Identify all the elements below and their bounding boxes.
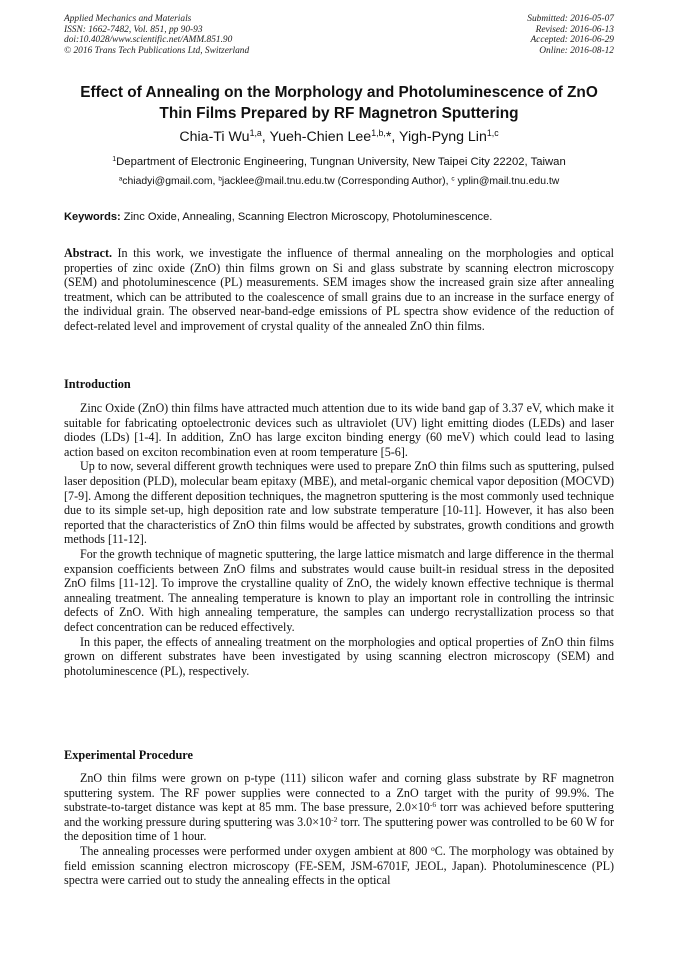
introduction-body [64, 401, 614, 678]
title-line-1: Effect of Annealing on the Morphology and Photoluminescence of ZnO [80, 84, 598, 101]
email-a[interactable]: chiadyi@gmail.com, [122, 176, 219, 187]
affiliation [40, 155, 638, 169]
dates-header [527, 14, 614, 56]
accepted-date: Accepted: 2016-06-29 [530, 35, 614, 46]
keywords [64, 210, 624, 224]
paragraph: In this paper, the effects of annealing treatment on the morphologies and optical properties of ZnO thin films grown on different substrates have been investigated by using scanning electron microscopy (SEM) and photoluminescence (PL), respectively. [64, 634, 614, 678]
exponent: -2 [331, 814, 338, 824]
paragraph [64, 844, 614, 888]
journal-issn: ISSN: 1662-7482, Vol. 851, pp 90-93 [64, 24, 203, 35]
author-emails [30, 175, 648, 189]
author-name: Yueh-Chien Lee [269, 129, 372, 145]
paragraph: For the growth technique of magnetic sputtering, the large lattice mismatch and large difference in the thermal expansion coefficients between ZnO films and substrates would cause built-in residual stress in the deposited ZnO films [11-12]. To improve the crystalline quality of ZnO, the widely known effective technique is thermal annealing treatment. The annealing temperature is known to play an important role in controlling the intrinsic defects of ZnO. With high annealing temperature, the samples can undergo recrystallization process so that defect concentration can be reduced effectively. [64, 546, 614, 634]
paragraph: Up to now, several different growth techniques were used to prepare ZnO thin films such as sputtering, pulsed laser deposition (PLD), molecular beam epitaxy (MBE), and metal-organic chemical vapor deposition (MOCVD) [7-9]. Among the different deposition techniques, the magnetron sputtering is the most commonly used technique due to its simple set-up, high deposition rate and low substrate temperature [10-11]. However, it has also been reported that the characteristics of ZnO thin films would be affected by substrates, growth conditions and growth methods [11-12]. [64, 459, 614, 547]
paragraph: Zinc Oxide (ZnO) thin films have attracted much attention due to its wide band gap of 3.37 eV, which make it suitable for fabricating optoelectronic devices such as ultraviolet (UV) light emitting diodes (LEDs) and laser diodes (LDs) [1-4]. In addition, ZnO has large exciton binding energy (60 meV) which could lead to lasing action based on exciton recombination even at room temperature [5-6]. [64, 401, 614, 459]
author-list [40, 128, 638, 146]
text-run: ZnO thin films were grown on p-type (111) silicon wafer and corning glass substrate by RF magnetron sputtering system. The RF power supplies were connected to a ZnO target with the purity of 99.9%. The substrate-to-target distance was kept at 85 mm. The base pressure, 2.0×10 [64, 771, 614, 815]
exponent: -6 [429, 800, 437, 810]
email-mark: c [451, 175, 455, 183]
keywords-label: Keywords: [64, 211, 121, 223]
degree-mark: o [430, 843, 435, 853]
experimental-heading: Experimental Procedure [64, 748, 193, 762]
paper-title [40, 82, 638, 124]
text-run: C. The morphology was obtained by field emission scanning electron microscopy (FE-SEM, JSM-6701F, JEOL, Japan). Photoluminescence (PL) spectra were carried out to study the annealing effects in the optical [64, 843, 614, 888]
author-name: Chia-Ti Wu [179, 129, 250, 145]
author-separator: , [261, 129, 270, 145]
abstract [64, 246, 614, 334]
email-mark: a [118, 175, 123, 183]
affiliation-text: Department of Electronic Engineering, Tungnan University, New Taipei City 22202, Taiwan [116, 156, 566, 168]
journal-name: Applied Mechanics and Materials [64, 14, 192, 24]
journal-copyright: © 2016 Trans Tech Publications Ltd, Switzerland [64, 45, 250, 56]
journal-doi: doi:10.4028/www.scientific.net/AMM.851.90 [64, 35, 233, 46]
email-c[interactable]: yplin@mail.tnu.edu.tw [454, 176, 560, 187]
author-affil-mark: 1,c [486, 128, 499, 139]
author-affil-mark: 1,a [249, 128, 262, 139]
experimental-body [64, 771, 614, 888]
abstract-text: In this work, we investigate the influence of thermal annealing on the morphologies and optical properties of zinc oxide (ZnO) thin films grown on Si and glass substrate by scanning electron microscopy (SEM) and photoluminescence (PL) measurements. SEM images show the increased grain size after annealing treatment, which can be attributed to the coalescence of small grains due to an increase in the surface energy of the individual grain. The observed near-band-edge emissions of PL spectra show evidence of the reduction of defect-related level and improvement of crystal quality of the annealed ZnO thin films. [64, 246, 614, 333]
introduction-heading: Introduction [64, 377, 131, 391]
title-line-2: Thin Films Prepared by RF Magnetron Sputtering [159, 105, 519, 122]
email-b[interactable]: jacklee@mail.tnu.edu.tw (Corresponding Author), [221, 176, 452, 187]
text-run: torr was achieved before sputtering and the working pressure during sputtering was 3.0×10 [64, 800, 614, 829]
paragraph [64, 771, 614, 844]
text-run: The annealing processes were performed under oxygen ambient at 800 [80, 843, 431, 858]
revised-date: Revised: 2016-06-13 [535, 24, 614, 35]
keywords-text: Zinc Oxide, Annealing, Scanning Electron Microscopy, Photoluminescence. [120, 211, 493, 223]
author-name: Yigh-Pyng Lin [399, 129, 487, 145]
submitted-date: Submitted: 2016-05-07 [527, 14, 614, 24]
text-run: torr. The sputtering power was controlled to be 60 W for the deposition time of 1 hour. [64, 814, 614, 844]
journal-header [64, 14, 249, 56]
abstract-label: Abstract. [64, 246, 113, 260]
corresponding-mark: *, [385, 129, 400, 145]
author-affil-mark: 1,b, [371, 128, 386, 139]
online-date: Online: 2016-08-12 [539, 45, 614, 56]
email-mark: b [218, 175, 222, 183]
affiliation-mark: 1 [112, 156, 117, 164]
